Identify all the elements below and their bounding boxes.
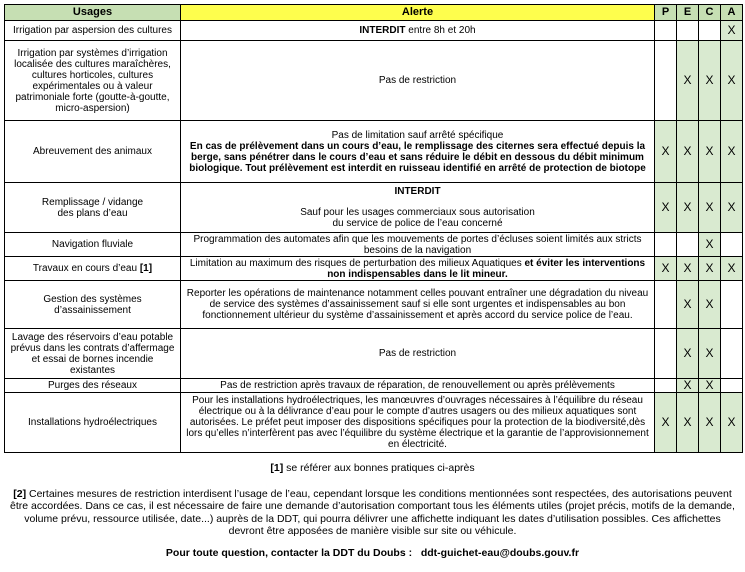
usage-cell xyxy=(5,183,181,233)
usage-cell: Purges des réseaux xyxy=(5,379,181,393)
table-row xyxy=(5,257,743,281)
mark-p xyxy=(655,41,677,121)
usage-cell: Installations hydroélectriques xyxy=(5,393,181,453)
mark-c: X xyxy=(699,393,721,453)
mark-e: X xyxy=(677,379,699,393)
mark-e: X xyxy=(677,41,699,121)
usage-cell: Navigation fluviale xyxy=(5,233,181,257)
mark-p xyxy=(655,21,677,41)
note-1-text: se référer aux bonnes pratiques ci-après xyxy=(283,462,475,474)
mark-e: X xyxy=(677,183,699,233)
restrictions-table xyxy=(4,4,743,453)
usage-cell: Abreuvement des animaux xyxy=(5,121,181,183)
header-alerte: Alerte xyxy=(181,5,655,21)
mark-a: X xyxy=(721,121,743,183)
mark-p xyxy=(655,329,677,379)
mark-a xyxy=(721,281,743,329)
mark-p xyxy=(655,281,677,329)
mark-c: X xyxy=(699,121,721,183)
mark-p: X xyxy=(655,257,677,281)
mark-e: X xyxy=(677,281,699,329)
mark-a: X xyxy=(721,183,743,233)
alerte-text: Limitation au maximum des risques de perturbation des milieux Aquatiques xyxy=(189,257,525,269)
table-row xyxy=(5,41,743,121)
contact-email[interactable]: ddt-guichet-eau@doubs.gouv.fr xyxy=(420,546,580,559)
alerte-text: Sauf pour les usages commerciaux sous autorisation du service de police de l’eau concerné xyxy=(300,207,535,229)
mark-a: X xyxy=(721,393,743,453)
mark-a: X xyxy=(721,41,743,121)
table-row xyxy=(5,379,743,393)
header-p: P xyxy=(655,5,677,21)
contact-line xyxy=(6,547,739,560)
table-row xyxy=(5,21,743,41)
alerte-cell xyxy=(181,21,655,41)
alerte-bold: En cas de prélèvement dans un cours d’eau, le remplissage des citernes sera effectué depuis la berge, sans pénétrer dans le cours d’eau et sans réduire le débit en dessous du débit minimum biologique. Tout prélèvement est interdit en ruisseau identifié en arrêté de protection de biotope xyxy=(189,140,646,174)
mark-e: X xyxy=(677,329,699,379)
usage-text: Travaux en cours d’eau xyxy=(32,263,140,274)
mark-c: X xyxy=(699,257,721,281)
mark-c: X xyxy=(699,183,721,233)
header-row xyxy=(5,5,743,21)
mark-c: X xyxy=(699,233,721,257)
table-row xyxy=(5,233,743,257)
note-1-ref: [1] xyxy=(270,462,284,474)
mark-a xyxy=(721,379,743,393)
alerte-cell xyxy=(181,183,655,233)
table-row xyxy=(5,121,743,183)
mark-e xyxy=(677,233,699,257)
alerte-line1: Pas de limitation sauf arrêté spécifique xyxy=(331,129,504,141)
header-c: C xyxy=(699,5,721,21)
mark-e: X xyxy=(677,257,699,281)
usage-cell xyxy=(5,257,181,281)
alerte-bold: INTERDIT xyxy=(394,186,441,197)
mark-c: X xyxy=(699,281,721,329)
alerte-cell: Pas de restriction après travaux de réparation, de renouvellement ou après prélèvements xyxy=(181,379,655,393)
contact-label: Pour toute question, contacter la DDT du Doubs : xyxy=(165,546,413,559)
mark-e: X xyxy=(677,393,699,453)
header-e: E xyxy=(677,5,699,21)
note-2-text: Certaines mesures de restriction interdisent l’usage de l’eau, cependant lorsque les conditions mentionnées sont respectées, des autorisations peuvent être accordées. Dans ce cas, il est nécessaire de faire une demande d’autorisation comportant tous les éléments utiles (projet précis, motifs de la demande, volume prévu, ressource utilisée, date...) auprès de la DDT, qui pourra délivrer une affichette indiquant les dates d’utilisation possibles. Ces affichettes devront être apposées de manière visible sur site ou véhicule. xyxy=(10,487,735,537)
mark-c: X xyxy=(699,329,721,379)
alerte-cell: Pas de restriction xyxy=(181,41,655,121)
mark-c: X xyxy=(699,379,721,393)
mark-p: X xyxy=(655,121,677,183)
usage-text: Remplissage / vidange des plans d’eau xyxy=(41,196,144,219)
notes xyxy=(6,462,739,559)
mark-a: X xyxy=(721,257,743,281)
alerte-bold: INTERDIT xyxy=(359,25,406,36)
mark-p xyxy=(655,379,677,393)
usage-cell: Lavage des réservoirs d’eau potable prévus dans les contrats d’affermage et essai de bornes incendie existantes xyxy=(5,329,181,379)
usage-cell: Irrigation par aspersion des cultures xyxy=(5,21,181,41)
alerte-cell: Reporter les opérations de maintenance notamment celles pouvant entraîner une dégradation du niveau de service des systèmes d’assainissement sauf si elle sont urgentes et indispensables au bon fonctionnement ultérieur du système d’assainissement et après accord du service police de l’eau. xyxy=(181,281,655,329)
mark-a xyxy=(721,329,743,379)
mark-p: X xyxy=(655,183,677,233)
alerte-bold: et éviter les interventions non indispensables dans le lit mineur. xyxy=(327,257,646,280)
usage-cell: Irrigation par systèmes d’irrigation localisée des cultures maraîchères, cultures horticoles, cultures expérimentales ou à valeur patrimoniale forte (goutte-à-goutte, micro-aspersion) xyxy=(5,41,181,121)
alerte-text: entre 8h et 20h xyxy=(405,25,476,36)
alerte-cell xyxy=(181,121,655,183)
note-2-ref: [2] xyxy=(13,487,27,500)
alerte-cell: Pas de restriction xyxy=(181,329,655,379)
header-a: A xyxy=(721,5,743,21)
mark-p xyxy=(655,233,677,257)
header-usages: Usages xyxy=(5,5,181,21)
note-2 xyxy=(6,488,739,538)
table-row xyxy=(5,393,743,453)
note-1 xyxy=(6,462,739,475)
mark-e: X xyxy=(677,121,699,183)
table-row xyxy=(5,281,743,329)
mark-e xyxy=(677,21,699,41)
alerte-cell xyxy=(181,257,655,281)
mark-c: X xyxy=(699,41,721,121)
footnote-ref: [1] xyxy=(139,263,153,274)
usage-cell: Gestion des systèmes d’assainissement xyxy=(5,281,181,329)
mark-c xyxy=(699,21,721,41)
table-row xyxy=(5,183,743,233)
mark-p: X xyxy=(655,393,677,453)
mark-a xyxy=(721,233,743,257)
alerte-cell: Programmation des automates afin que les mouvements de portes d’écluses soient limités aux stricts besoins de la navigation xyxy=(181,233,655,257)
alerte-cell: Pour les installations hydroélectriques, les manœuvres d’ouvrages nécessaires à l’équilibre du réseau électrique ou à la délivrance d’eau pour le compte d’autres usagers ou des milieux aquatiques sont autorisées. Le préfet peut imposer des dispositions spécifiques pour la protection de la biodiversité,dès lors qu’elles n’interfèrent pas avec l’équilibre du système électrique et la garantie de l’approvisionnement en électricité. xyxy=(181,393,655,453)
table-row xyxy=(5,329,743,379)
mark-a: X xyxy=(721,21,743,41)
